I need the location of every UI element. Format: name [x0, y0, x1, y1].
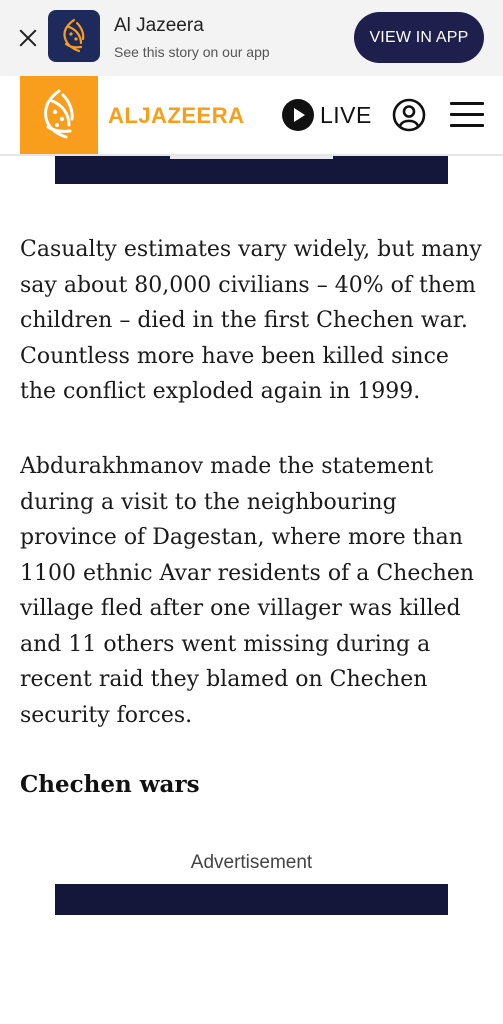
advertisement-banner-bottom[interactable] — [55, 884, 448, 915]
site-header — [0, 76, 503, 156]
brand-wordmark[interactable]: ALJAZEERA — [108, 103, 245, 128]
user-circle-icon[interactable] — [392, 98, 426, 132]
app-install-banner — [0, 0, 503, 76]
aljazeera-logo-icon — [35, 87, 83, 143]
hamburger-menu-icon[interactable] — [450, 102, 484, 128]
play-icon — [282, 99, 314, 131]
article-paragraph: Casualty estimates vary widely, but many say about 80,000 civilians – 40% of them children – died in the first Chechen war. Countless more have been killed since the conflict exploded again in 1999. — [20, 237, 482, 404]
close-icon[interactable] — [14, 24, 42, 52]
aljazeera-logo-icon — [48, 10, 100, 62]
live-label: LIVE — [320, 101, 372, 128]
section-heading: Chechen wars — [20, 771, 200, 798]
aljazeera-logo[interactable] — [20, 76, 98, 154]
live-button[interactable] — [282, 98, 372, 132]
advertisement-label: Advertisement — [190, 852, 313, 873]
view-in-app-button[interactable]: VIEW IN APP — [354, 12, 484, 63]
banner-app-subtitle: See this story on our app — [114, 44, 270, 60]
advertisement-banner-top[interactable] — [55, 156, 448, 184]
ad-image-strip — [170, 156, 333, 159]
article-paragraph: Abdurakhmanov made the statement during a visit to the neighbouring province of Dagestan, where more than 1100 ethnic Avar residents of a Chechen village fled after one villager was killed and 11 others went missing during a recent raid they blamed on Chechen security forces. — [20, 454, 475, 728]
banner-app-title: Al Jazeera — [114, 15, 204, 36]
